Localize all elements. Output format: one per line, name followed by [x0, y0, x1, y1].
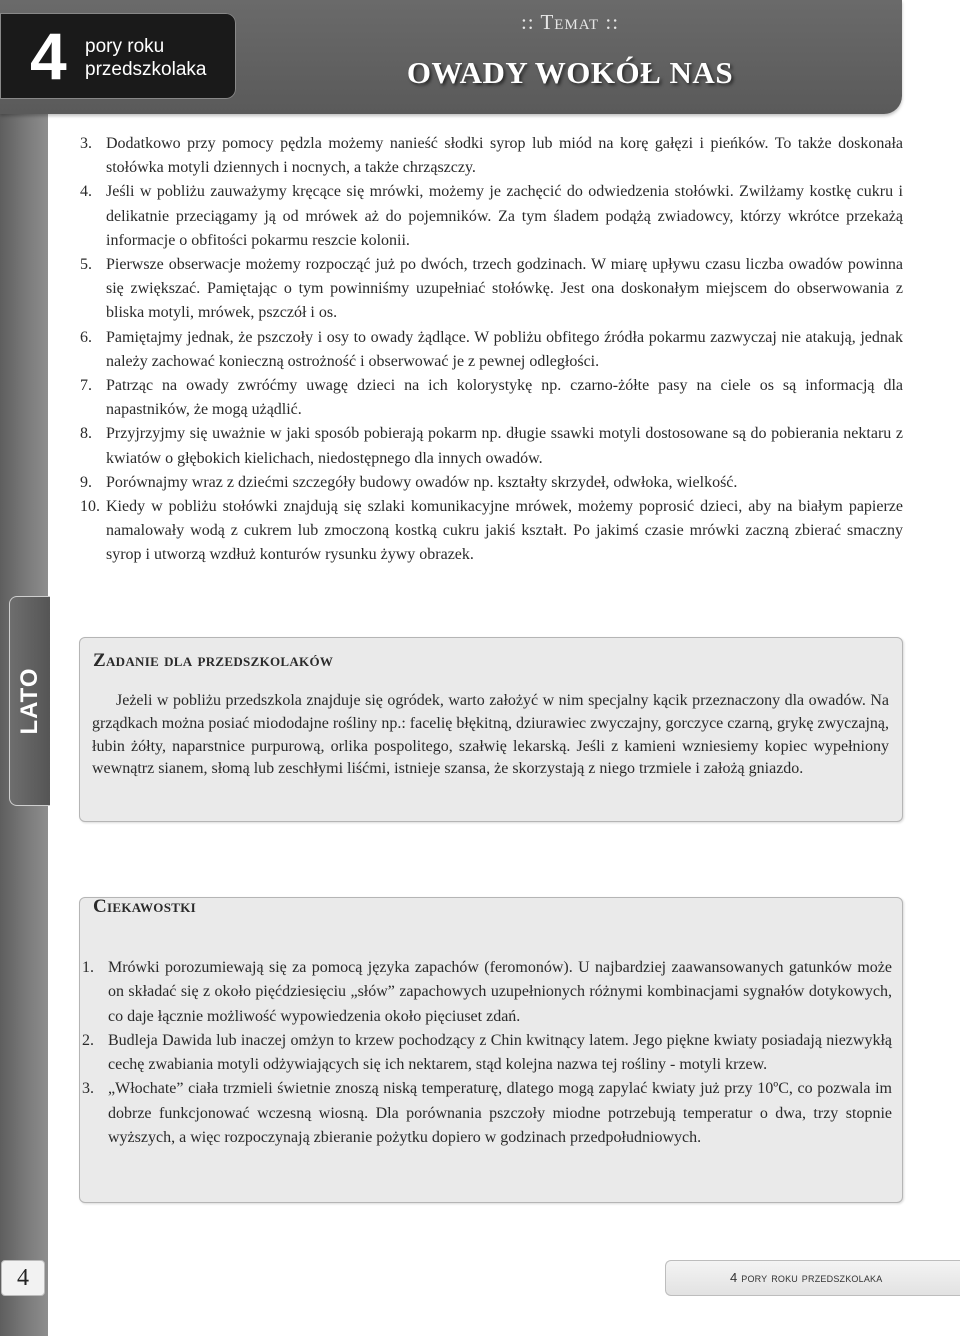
facts-box-title: Ciekawostki: [93, 896, 196, 917]
list-item-text: Kiedy w pobliżu stołówki znajdują się szlaki komunikacyjne mrówek, możemy poprosić dzieci, aby na białym papierze namalowały wodą z cukrem lub zmoczoną kostką cukru jakiś kształt. Po jakimś czasie mrówki zaczną zbierać smaczny syrop i utworzą wzdłuż konturów rysunku żywy obrazek.: [106, 498, 903, 564]
fact-item-text: „Włochate” ciała trzmieli świetnie znoszą niską temperaturę, dlatego mogą zapylać kwiaty już przy 10ºC, co pozwala im dobrze funkcjonować wczesną wiosną. Dla porównania pszczoły miodne potrzebują temperatur o dwa, trzy stopnie wyższych, a więc rozpoczynają zbieranie pożytku dopiero w godzinach przedpołudniowych.: [108, 1080, 892, 1147]
facts-list: [82, 956, 892, 1150]
fact-item: [82, 1077, 892, 1150]
list-item: [80, 495, 903, 568]
list-item-number: 7.: [80, 377, 92, 395]
footer-publication-box: [665, 1260, 960, 1296]
list-item: [80, 471, 903, 495]
publication-logo: [0, 13, 236, 99]
list-item-text: Pamiętajmy jednak, że pszczoły i osy to owady żądlące. W pobliżu obfitego źródła pokarmu zazwyczaj nie atakują, jednak należy zachować konieczną ostrożność i obserwować je z pewnej odległości.: [106, 328, 903, 370]
list-item-number: 9.: [80, 473, 92, 491]
list-item: [80, 253, 903, 326]
logo-number: 4: [30, 19, 67, 93]
logo-text: [85, 35, 206, 81]
page-header: [0, 0, 902, 114]
list-item-text: Przyjrzyjmy się uważnie w jaki sposób pobierają pokarm np. długie ssawki motyli dostosowane są do pobierania nektaru z kwiatów o głębokich kielichach, niedostępnego dla innych owadów.: [106, 425, 903, 467]
task-box: [79, 637, 903, 822]
list-item-text: Dodatkowo przy pomocy pędzla możemy nanieść słodki syrop lub miód na korę gałęzi i pieńków. To także doskonała stołówka motyli dziennych i nocnych, a także chrząszczy.: [106, 135, 903, 177]
fact-item-number: 3.: [82, 1080, 94, 1098]
list-item-text: Porównajmy wraz z dziećmi szczegóły budowy owadów np. kształty skrzydeł, odwłoka, wielkość.: [106, 473, 738, 491]
main-instructions-list: [80, 132, 903, 568]
list-item: [80, 422, 903, 470]
fact-item: [82, 956, 892, 1029]
list-item-number: 3.: [80, 135, 92, 152]
fact-item-text: Mrówki porozumiewają się za pomocą języka zapachów (feromonów). U najbardziej zaawansowanych gatunków może on składać się z około pięćdziesięciu „słów” zapachowych uzupełnionych różnymi kombinacjami sygnałów dotykowych, co daje łącznie możliwość wypowiedzenia około pięciuset zdań.: [108, 959, 892, 1025]
fact-item-number: 2.: [82, 1031, 94, 1049]
list-item-number: 10.: [80, 498, 100, 516]
page-number: 4: [1, 1260, 45, 1296]
logo-line-1: pory roku: [85, 36, 165, 57]
facts-box: [79, 897, 903, 1203]
season-tab: [9, 596, 50, 806]
fact-item-text: Budleja Dawida lub inaczej omżyn to krzew pochodzący z Chin kwitnący latem. Jego piękne kwiaty posiadają niezwykłą cechę zwabiania motyli odżywiających się ich nektarem, stąd kolejna nazwa tej rośliny - motyli krzew.: [108, 1031, 892, 1074]
fact-item: [82, 1029, 892, 1078]
season-tab-label: LATO: [16, 667, 43, 735]
footer-publication-title: 4 pory roku przedszkolaka: [730, 1270, 883, 1285]
list-item-text: Pierwsze obserwacje możemy rozpocząć już po dwóch, trzech godzinach. W miarę upływu czasu liczba owadów powinna się zwiększać. Pamiętając o tym powinniśmy uzupełniać stołówkę. Jest ona doskonałym miejscem do obserwowania z bliska motyli, mrówek, pszczół i os.: [106, 256, 903, 322]
list-item: [80, 326, 903, 374]
list-item: [80, 180, 903, 253]
list-item-text: Jeśli w pobliżu zauważymy kręcące się mrówki, możemy je zachęcić do odwiedzenia stołówki. Zwilżamy kostkę cukru i delikatnie przeciągamy ją od mrówek aż do pojemników. Za tym śladem podążą zwiadowcy, którzy wkrótce przekażą informacje o obfitości pokarmu reszcie kolonii.: [106, 183, 903, 249]
list-item-number: 8.: [80, 425, 92, 443]
list-item-number: 4.: [80, 183, 92, 201]
page-title: OWADY WOKÓŁ NAS: [406, 55, 734, 90]
task-box-text: Jeżeli w pobliżu przedszkola znajduje się ogródek, warto założyć w nim specjalny kącik przeznaczony dla owadów. Na grządkach można posiać miododajne rośliny np.: facelię błękitną, dziurawiec zwyczajny, gorczyce czarną, grykę zwyczajną, łubin żółty, naparstnice purpurową, orlika pospolitego, szałwię lekarską. Jeśli z kamieni wzniesiemy kopiec wypełniony wewnątrz sianem, słomą lub zeschłymi liśćmi, istnieje szansa, że skorzystają z niego trzmiele i założą gniazdo.: [92, 692, 889, 778]
topic-label: :: Temat ::: [520, 10, 620, 34]
list-item-text: Patrząc na owady zwróćmy uwagę dzieci na ich kolorystykę np. czarno-żółte pasy na ciele os są informacją dla napastników, że mogą użądlić.: [106, 377, 903, 419]
list-item-number: 5.: [80, 256, 92, 274]
list-item: [80, 374, 903, 422]
task-box-title: Zadanie dla przedszkolaków: [93, 650, 334, 671]
list-item-number: 6.: [80, 328, 92, 346]
list-item: [80, 132, 903, 180]
logo-line-2: przedszkolaka: [85, 59, 207, 80]
fact-item-number: 1.: [82, 959, 94, 976]
